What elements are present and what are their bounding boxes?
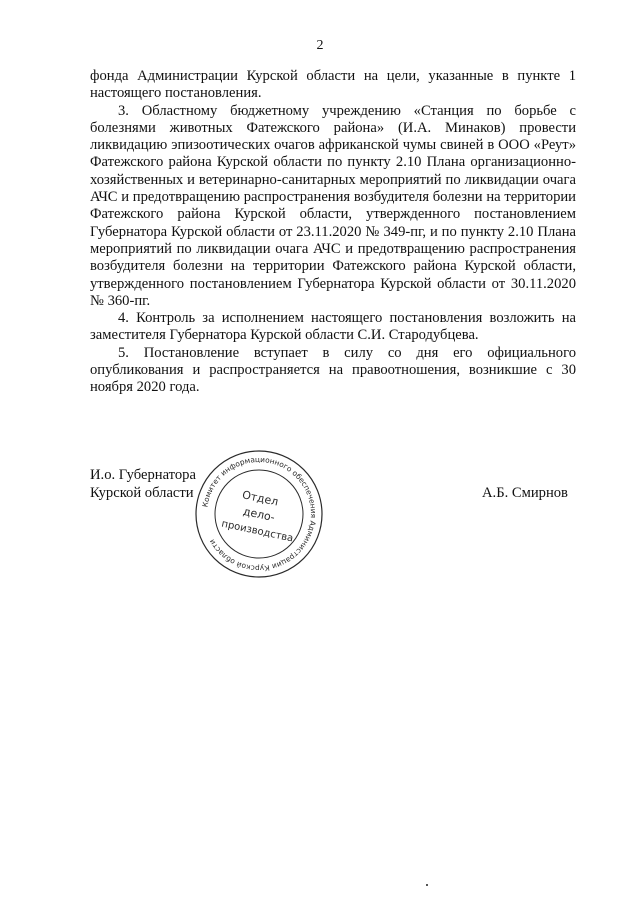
signatory-title-line2: Курской области bbox=[90, 485, 194, 501]
paragraph-continuation: фонда Администрации Курской области на цели, указанные в пункте 1 настоящего постановления. bbox=[90, 68, 576, 102]
signatory-title bbox=[90, 466, 196, 502]
stamp-line2: дело- bbox=[241, 504, 276, 525]
paragraph-item-4: 4. Контроль за исполнением настоящего постановления возложить на заместителя Губернатора Курской области С.И. Стародубцева. bbox=[90, 310, 576, 344]
stamp-line1: Отдел bbox=[241, 488, 280, 509]
stamp-ring-textpath: Комитет информационного обеспечения Администрации Курской области bbox=[200, 454, 319, 574]
paragraph-item-3: 3. Областному бюджетному учреждению «Станция по борьбе с болезнями животных Фатежского района» (И.А. Минаков) провести ликвидацию эпизоотических очагов африканской чумы свиней в ООО «Реут» Фатежского района Курской области по пункту 2.10 Плана организационно-хозяйственных и ветеринарно-санитарных мероприятий по ликвидации очага АЧС и предотвращению распространения возбудителя болезни на территории Фатежского района Курской области, утвержденного постановлением Губернатора Курской области от 23.11.2020 № 349-пг, и по пункту 2.10 Плана мероприятий по ликвидации очага АЧС и предотвращению распространения возбудителя болезни на территории Фатежского района Курской области, утвержденного постановлением Губернатора Курской области от 30.11.2020 № 360-пг. bbox=[90, 102, 576, 309]
signatory-name: А.Б. Смирнов bbox=[482, 485, 568, 501]
page-number: 2 bbox=[316, 38, 324, 53]
scan-speck bbox=[426, 884, 428, 886]
office-stamp bbox=[193, 448, 325, 580]
signatory-title-line1: И.о. Губернатора bbox=[90, 467, 196, 483]
paragraph-item-5: 5. Постановление вступает в силу со дня его официального опубликования и распространяется на правоотношения, возникшие с 30 ноября 2020 года. bbox=[90, 344, 576, 396]
document-body bbox=[90, 68, 576, 397]
stamp-line3: производства bbox=[220, 518, 295, 545]
